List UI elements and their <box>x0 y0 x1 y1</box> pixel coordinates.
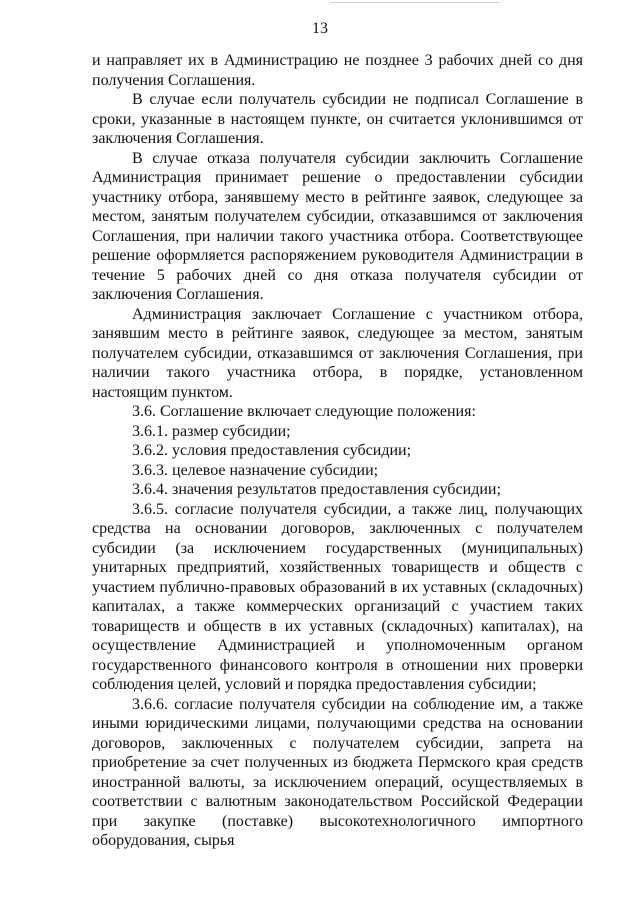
paragraph: В случае если получатель субсидии не подписал Соглашение в сроки, указанные в настоящем пункте, он считается уклонившимся от заключения Соглашения. <box>92 91 583 147</box>
paragraph: Администрация заключает Соглашение с участником отбора, занявшим место в рейтинге заявок, следующее за местом, занятым получателем субсидии, отказавшимся от заключения Соглашения, при наличии такого участника отбора, в порядке, установленном настоящим пунктом. <box>92 305 583 401</box>
section-heading: 3.6. Соглашение включает следующие положения: <box>132 403 476 420</box>
list-item: 3.6.6. согласие получателя субсидии на соблюдение им, а также иными юридическими лицами, получающими средства на основании договоров, заключенных с получателем субсидии, запрета на приобретение за счет полученных из бюджета Пермского края средств иностранной валюты, за исключением операций, осуществляемых в соответствии с валютным законодательством Российской Федерации при закупке (поставке) высокотехнологичного импортного оборудования, сырья <box>92 695 583 849</box>
list-item: 3.6.3. целевое назначение субсидии; <box>132 461 379 479</box>
list-item: 3.6.2. условия предоставления субсидии; <box>132 442 412 459</box>
list-item: 3.6.5. согласие получателя субсидии, а также лиц, получающих средства на основании договоров, заключенных с получателем субсидии (за исключением государственных (муниципальных) унитарных предприятий, хозяйственных товариществ и обществ с участием публично-правовых образований в их уставных (складочных) капиталах, а также коммерческих организаций с участием таких товариществ и обществ в их уставных (складочных) капиталах), на осуществление Администрацией и уполномоченным органом государственного финансового контроля в отношении них проверки соблюдения целей, условий и порядка предоставления субсидии; <box>92 500 583 693</box>
document-body <box>92 51 583 851</box>
top-edge-line <box>330 2 500 3</box>
paragraph: В случае отказа получателя субсидии заключить Соглашение Администрация принимает решение о предоставлении субсидии участнику отбора, занявшему место в рейтинге заявок, следующее за местом, занятым получателем субсидии, отказавшимся от заключения Соглашения, при наличии такого участника отбора. Соответствующее решение оформляется распоряжением руководителя Администрации в течение 5 рабочих дней со дня отказа получателя субсидии от заключения Соглашения. <box>92 149 583 303</box>
page-number: 13 <box>312 20 328 37</box>
list-item: 3.6.1. размер субсидии; <box>132 422 291 440</box>
paragraph: и направляет их в Администрацию не позднее 3 рабочих дней со дня получения Соглашения. <box>92 52 583 89</box>
list-item: 3.6.4. значения результатов предоставления субсидии; <box>132 481 501 498</box>
